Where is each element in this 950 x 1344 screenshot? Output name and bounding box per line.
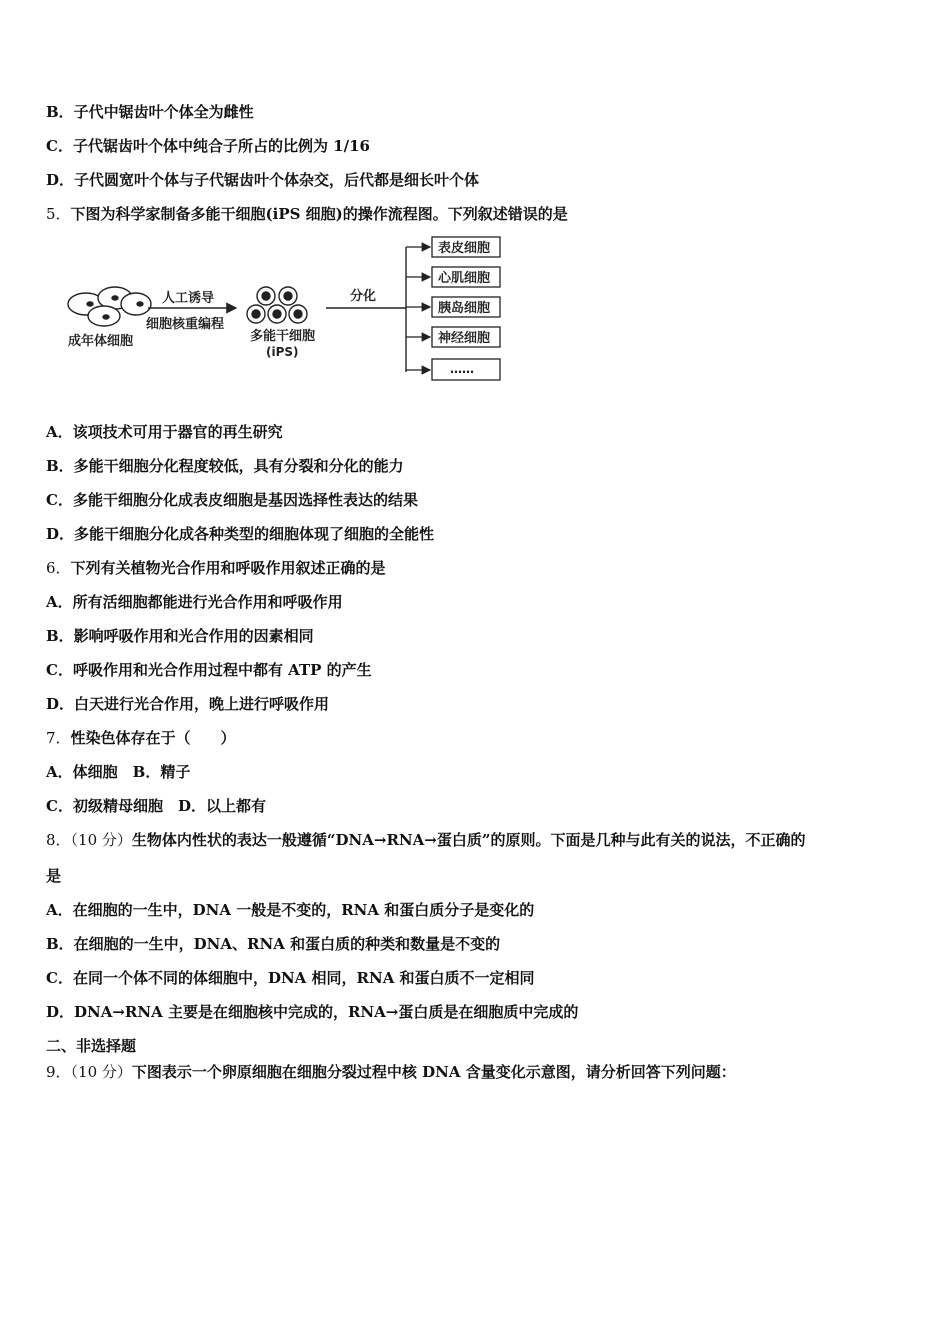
q9-number: 9．（10 分） [46, 1063, 132, 1081]
q7-number: 7． [46, 729, 71, 747]
q9-stem [46, 1062, 910, 1082]
q5-text: 下图为科学家制备多能干细胞(iPS 细胞)的操作流程图。下列叙述错误的是 [70, 205, 568, 223]
q6-option-d: D．白天进行光合作用，晚上进行呼吸作用 [46, 695, 330, 713]
q6-stem [46, 558, 910, 578]
q5-option-c: C．多能干细胞分化成表皮细胞是基因选择性表达的结果 [46, 491, 418, 509]
output-label-cardiac: 心肌细胞 [438, 271, 491, 286]
output-label-epidermis: 表皮细胞 [438, 241, 491, 256]
q5-stem [46, 204, 910, 224]
q7-text: 性染色体存在于（ ） [70, 729, 236, 747]
section-heading: 二、非选择题 [46, 1037, 137, 1055]
adult-cells-label: 成年体细胞 [68, 334, 134, 349]
q8-stem [46, 830, 910, 850]
ips-cells-illustration [247, 287, 307, 323]
induction-label-bottom: 细胞核重编程 [146, 317, 225, 332]
q6-option-c: C．呼吸作用和光合作用过程中都有 ATP 的产生 [46, 661, 372, 679]
induction-label-top: 人工诱导 [162, 291, 215, 306]
q7-stem [46, 728, 910, 748]
q8-option-a: A．在细胞的一生中，DNA 一般是不变的，RNA 和蛋白质分子是变化的 [46, 901, 535, 919]
ips-flow-diagram [60, 232, 520, 390]
ips-abbr-label: (iPS) [266, 345, 299, 359]
output-label-etc: …… [450, 362, 474, 376]
q5-option-b: B．多能干细胞分化程度较低，具有分裂和分化的能力 [46, 457, 404, 475]
output-label-neuron: 神经细胞 [438, 331, 491, 346]
q4-option-d: D．子代圆宽叶个体与子代锯齿叶个体杂交，后代都是细长叶个体 [46, 171, 480, 189]
q5-number: 5． [46, 205, 71, 223]
q7-options-cd: C．初级精母细胞 D．以上都有 [46, 797, 266, 815]
q8-option-d: D．DNA→RNA 主要是在细胞核中完成的，RNA→蛋白质是在细胞质中完成的 [46, 1003, 579, 1021]
differentiation-label: 分化 [350, 289, 377, 304]
q8-text: 生物体内性状的表达一般遵循“DNA→RNA→蛋白质”的原则。下面是几种与此有关的说法，不正确的 [131, 831, 806, 849]
q5-option-a: A．该项技术可用于器官的再生研究 [46, 423, 283, 441]
q8-option-b: B．在细胞的一生中，DNA、RNA 和蛋白质的种类和数量是不变的 [46, 935, 501, 953]
q7-options-ab: A．体细胞 B．精子 [46, 763, 191, 781]
q6-number: 6． [46, 559, 71, 577]
adult-cells-illustration [68, 287, 151, 326]
q6-option-b: B．影响呼吸作用和光合作用的因素相同 [46, 627, 314, 645]
q8-stem-continued: 是 [46, 867, 62, 885]
q6-option-a: A．所有活细胞都能进行光合作用和呼吸作用 [46, 593, 343, 611]
output-label-islet: 胰岛细胞 [438, 301, 491, 316]
q8-option-c: C．在同一个体不同的体细胞中，DNA 相同，RNA 和蛋白质不一定相同 [46, 969, 535, 987]
q9-text: 下图表示一个卵原细胞在细胞分裂过程中核 DNA 含量变化示意图，请分析回答下列问题： [131, 1063, 736, 1081]
q5-option-d: D．多能干细胞分化成各种类型的细胞体现了细胞的全能性 [46, 525, 435, 543]
q6-text: 下列有关植物光合作用和呼吸作用叙述正确的是 [70, 559, 386, 577]
q4-option-c: C．子代锯齿叶个体中纯合子所占的比例为 1/16 [46, 137, 370, 155]
q8-number: 8．（10 分） [46, 831, 132, 849]
q4-option-b: B．子代中锯齿叶个体全为雌性 [46, 103, 254, 121]
ips-label: 多能干细胞 [250, 329, 316, 344]
